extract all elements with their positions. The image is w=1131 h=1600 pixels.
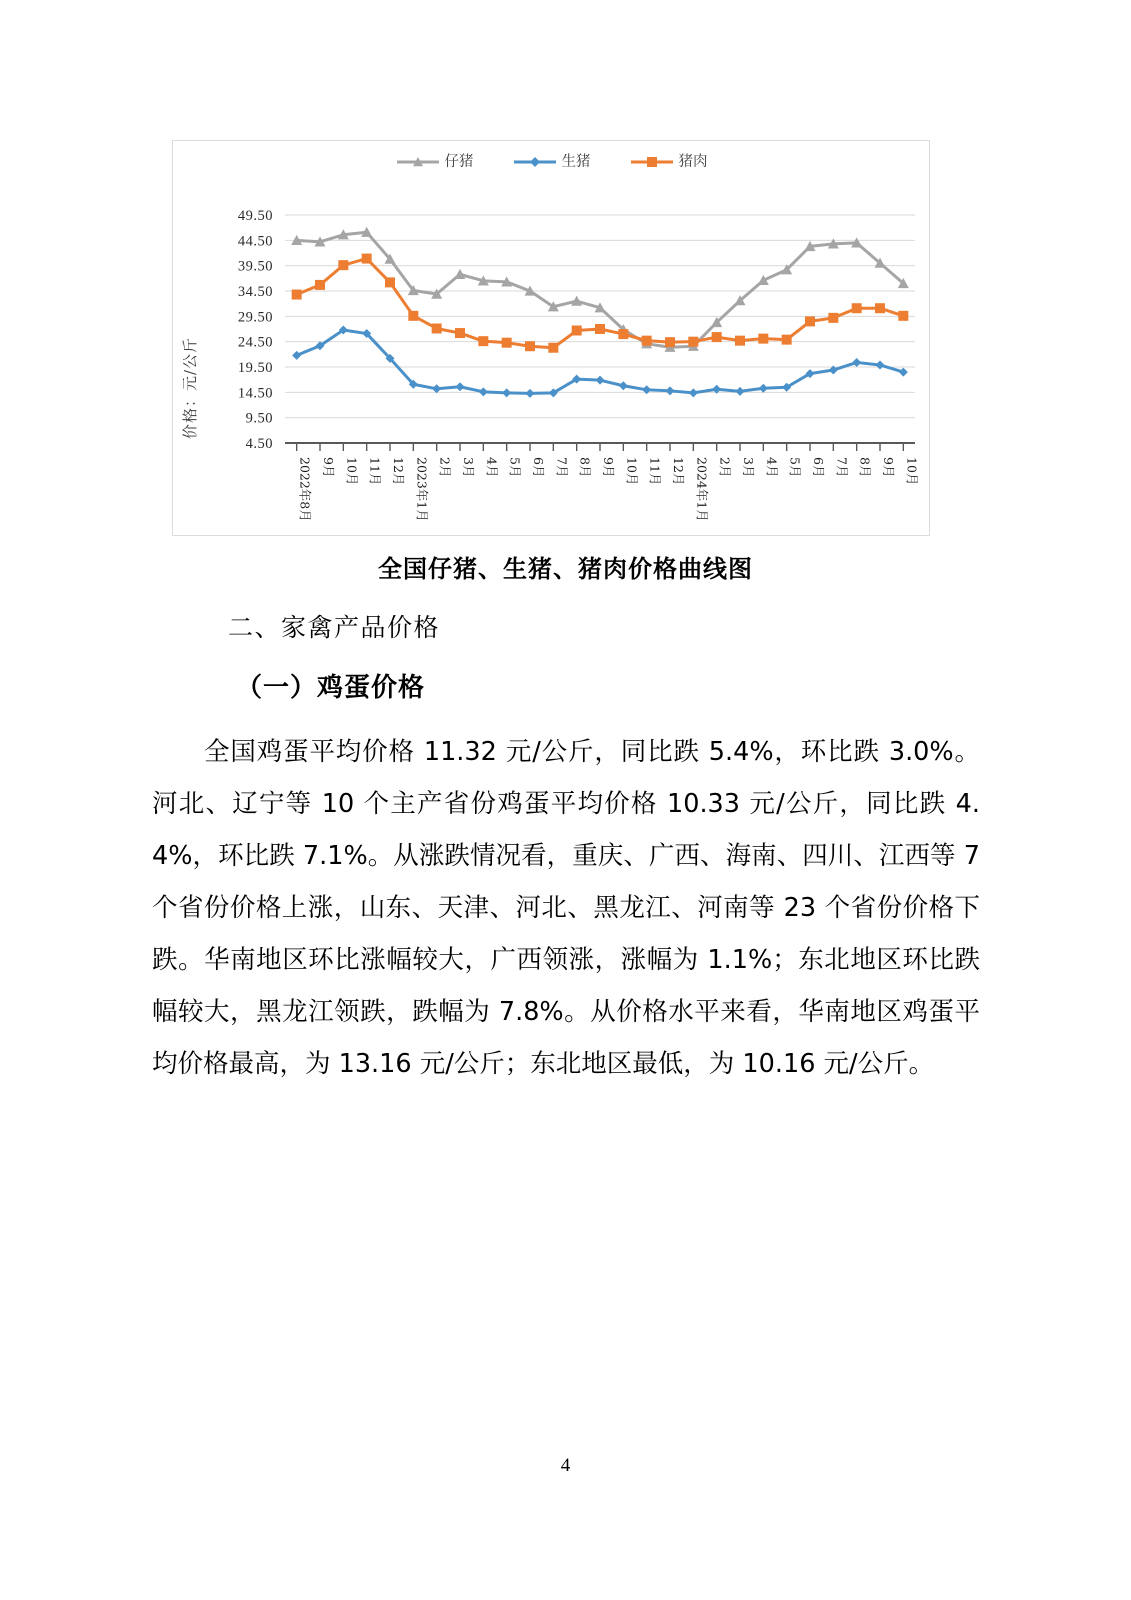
svg-text:39.50: 39.50 [237, 258, 273, 275]
legend-item-2 [629, 155, 708, 170]
svg-text:24.50: 24.50 [237, 334, 273, 351]
svg-text:10月: 10月 [344, 457, 360, 486]
chart-caption: 全国仔猪、生猪、猪肉价格曲线图 [378, 555, 753, 583]
svg-text:9月: 9月 [601, 457, 616, 478]
egg-price-paragraph: 全国鸡蛋平均价格 11.32 元/公斤，同比跌 5.4%，环比跌 3.0%。河北、辽宁等 10 个主产省份鸡蛋平均价格 10.33 元/公斤，同比跌 4.4%，环比跌 7.1%。从涨跌情况看，重庆、广西、海南、四川、江西等 7 个省份价格上涨，山东、天津、河北、黑龙江、河南等 23 个省份价格下跌。华南地区环比涨幅较大，广西领涨，涨幅为 1.1%；东北地区环比跌幅较大，黑龙江领跌，跌幅为 7.8%。从价格水平来看，华南地区鸡蛋平均价格最高，为 13.16 元/公斤；东北地区最低，为 10.16 元/公斤。 [152, 737, 980, 1079]
y-axis-title: 价格：元/公斤 [181, 337, 199, 440]
svg-text:2月: 2月 [437, 457, 453, 478]
page-number: 4 [560, 1455, 571, 1476]
svg-text:2月: 2月 [717, 457, 733, 478]
svg-text:6月: 6月 [531, 457, 546, 478]
legend-marker-square-icon [629, 155, 675, 169]
svg-text:4月: 4月 [484, 457, 500, 478]
svg-text:6月: 6月 [811, 457, 826, 478]
svg-text:7月: 7月 [554, 457, 570, 478]
svg-text:10月: 10月 [904, 457, 920, 486]
legend-label-1: 生猪 [561, 154, 591, 170]
legend-item-1 [512, 155, 591, 170]
svg-text:19.50: 19.50 [237, 360, 273, 376]
legend-marker-diamond-icon [512, 155, 558, 169]
svg-text:49.50: 49.50 [237, 208, 273, 224]
svg-text:9.50: 9.50 [245, 410, 273, 427]
price-line-chart [172, 140, 930, 536]
svg-text:2022年8月: 2022年8月 [297, 457, 313, 522]
svg-text:8月: 8月 [577, 457, 593, 478]
svg-text:2023年1月: 2023年1月 [414, 457, 430, 522]
svg-text:34.50: 34.50 [237, 284, 273, 300]
svg-text:3月: 3月 [461, 457, 476, 478]
svg-text:2024年1月: 2024年1月 [694, 457, 710, 522]
svg-text:29.50: 29.50 [237, 309, 273, 326]
svg-text:4.50: 4.50 [245, 436, 273, 452]
legend-marker-triangle-icon [395, 155, 441, 169]
svg-text:5月: 5月 [787, 457, 803, 478]
section-heading-poultry: 二、家禽产品价格 [228, 613, 441, 642]
svg-text:9月: 9月 [881, 457, 896, 478]
chart-plot-area [173, 141, 929, 535]
legend-label-2: 猪肉 [678, 154, 708, 170]
svg-text:3月: 3月 [741, 457, 756, 478]
svg-text:4月: 4月 [764, 457, 780, 478]
svg-text:14.50: 14.50 [237, 385, 273, 402]
svg-text:10月: 10月 [624, 457, 640, 486]
svg-text:44.50: 44.50 [237, 233, 273, 250]
svg-text:7月: 7月 [834, 457, 850, 478]
chart-legend [173, 155, 929, 170]
legend-item-0 [395, 155, 474, 170]
svg-text:8月: 8月 [857, 457, 873, 478]
svg-text:5月: 5月 [507, 457, 523, 478]
legend-label-0: 仔猪 [444, 154, 474, 170]
svg-text:9月: 9月 [321, 457, 336, 478]
subsection-heading-egg-price: （一）鸡蛋价格 [236, 673, 426, 703]
svg-text:12月: 12月 [671, 457, 686, 486]
svg-text:12月: 12月 [391, 457, 406, 486]
svg-text:11月: 11月 [367, 457, 383, 486]
svg-text:11月: 11月 [647, 457, 663, 486]
